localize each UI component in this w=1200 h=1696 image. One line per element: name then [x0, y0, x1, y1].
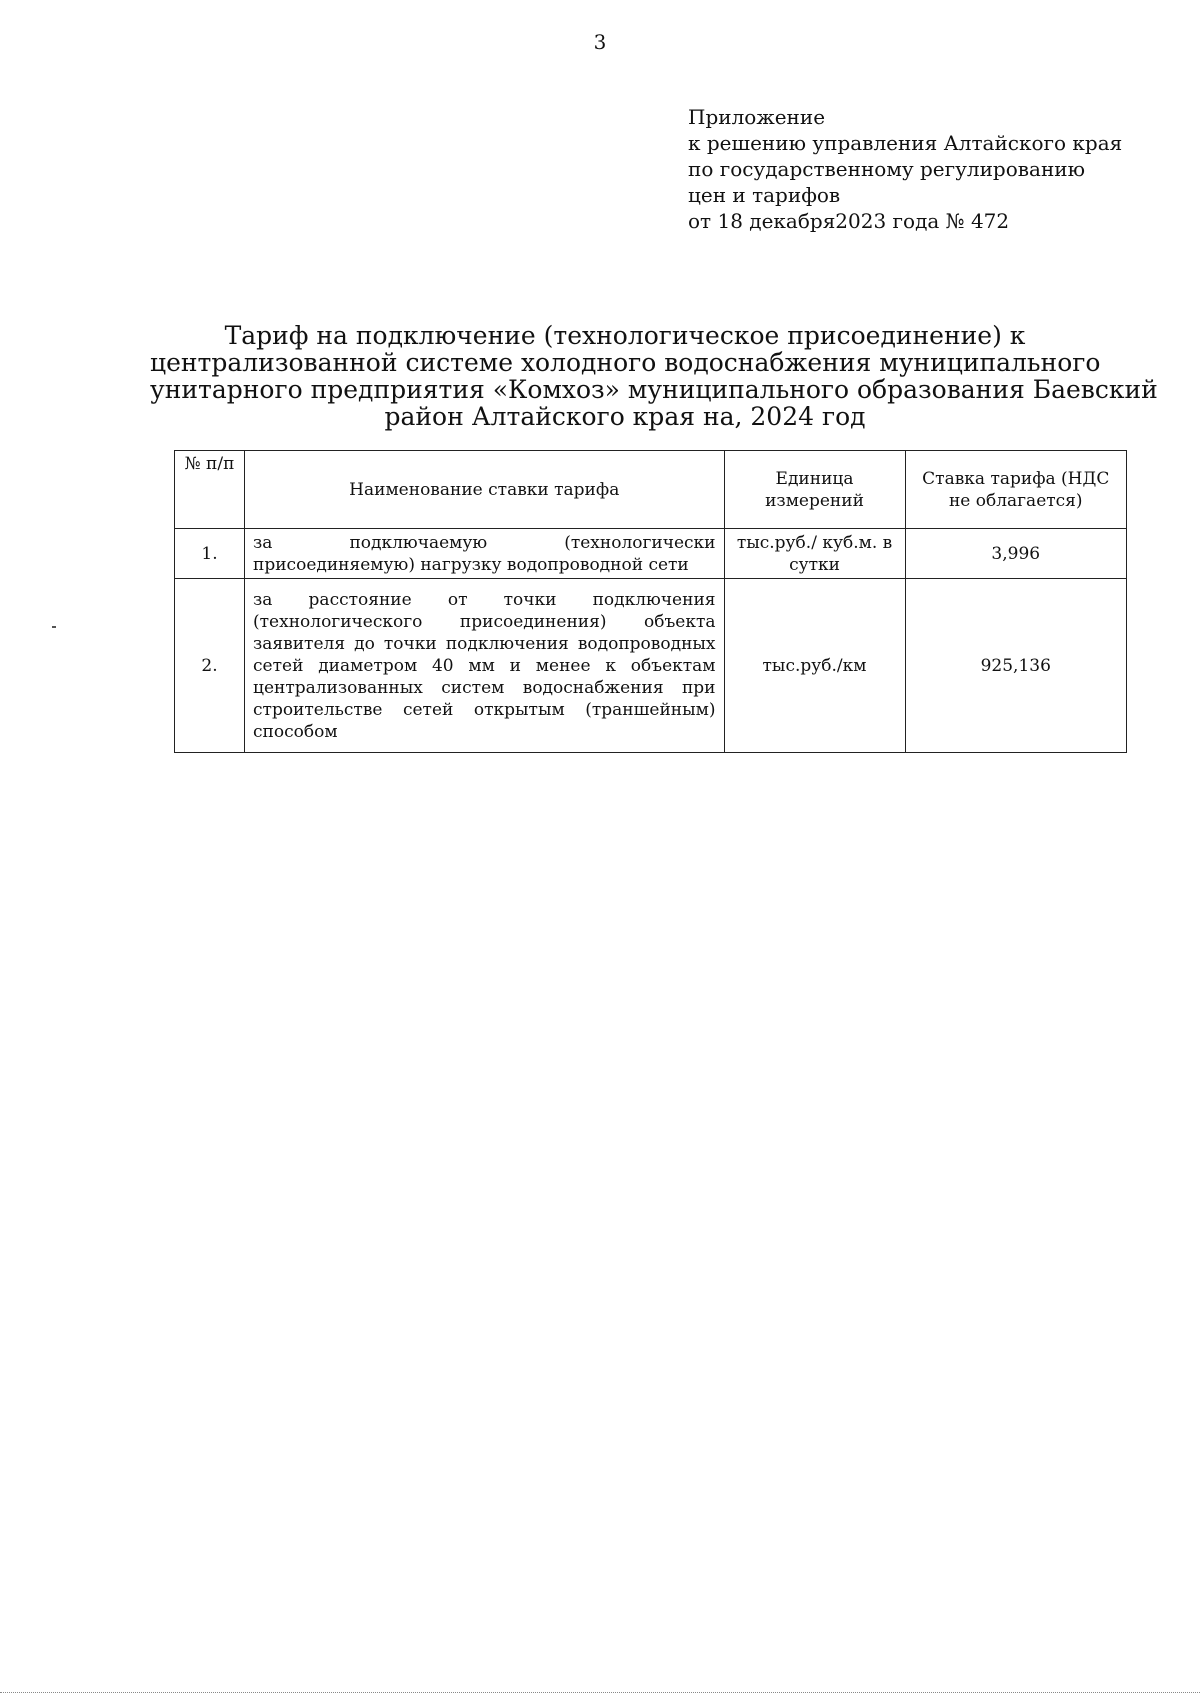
row-name: за расстояние от точки подключения (технологического присоединения) объекта заявителя до точки подключения водопроводных сетей диаметром 40 мм и менее к объектам централизованных систем водоснабжения при строительстве сетей открытым (траншейным) способом	[245, 579, 725, 753]
title-line: централизованной системе холодного водоснабжения муниципального	[150, 348, 1101, 377]
title-line: Тариф на подключение (технологическое присоединение) к	[224, 321, 1026, 350]
appendix-line: к решению управления Алтайского края	[688, 131, 1123, 155]
scan-edge-line	[0, 1692, 1200, 1693]
header-name: Наименование ставки тарифа	[245, 451, 725, 529]
tariff-table	[174, 450, 1127, 753]
header-unit: Единица измерений	[724, 451, 905, 529]
table-row	[175, 579, 1127, 753]
appendix-line: по государственному регулированию	[688, 157, 1086, 181]
row-unit: тыс.руб./км	[724, 579, 905, 753]
scan-speck	[52, 626, 56, 628]
row-unit: тыс.руб./ куб.м. в сутки	[724, 529, 905, 579]
appendix-line: цен и тарифов	[688, 183, 841, 207]
table-header-row	[175, 451, 1127, 529]
title-line: район Алтайского края на, 2024 год	[384, 402, 866, 431]
page-number: 3	[593, 30, 607, 54]
appendix-block	[688, 104, 1122, 234]
row-num: 1.	[175, 529, 245, 579]
appendix-line: от 18 декабря2023 года № 472	[688, 209, 1010, 233]
document-title	[150, 321, 1158, 431]
row-name: за подключаемую (технологически присоединяемую) нагрузку водопроводной сети	[245, 529, 725, 579]
header-num: № п/п	[175, 451, 245, 529]
row-rate: 925,136	[905, 579, 1127, 753]
row-num: 2.	[175, 579, 245, 753]
row-rate: 3,996	[905, 529, 1127, 579]
title-line: унитарного предприятия «Комхоз» муниципального образования Баевский	[150, 375, 1158, 404]
appendix-line: Приложение	[688, 105, 826, 129]
header-rate: Ставка тарифа (НДС не облагается)	[905, 451, 1127, 529]
table-row	[175, 529, 1127, 579]
